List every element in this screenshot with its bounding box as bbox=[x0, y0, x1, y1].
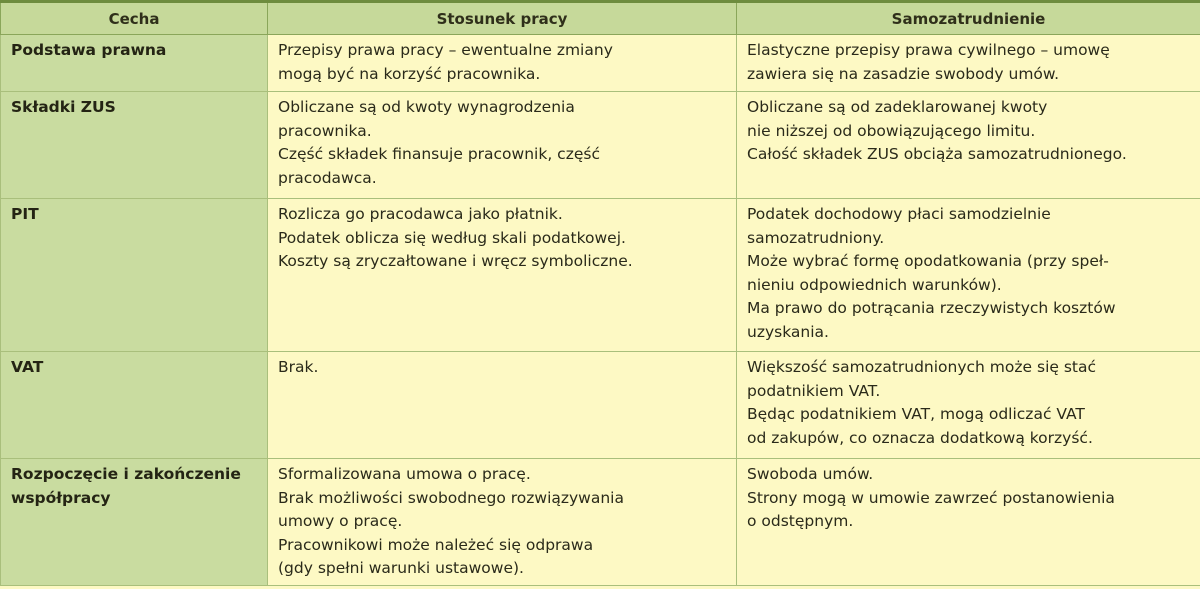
feature-label: PIT bbox=[11, 205, 39, 223]
feature-label: Składki ZUS bbox=[11, 98, 116, 116]
cell-line: o odstępnym. bbox=[747, 512, 854, 530]
feature-cell bbox=[1, 352, 268, 459]
feature-cell bbox=[1, 35, 268, 92]
self-employment-cell bbox=[737, 199, 1200, 352]
feature-cell bbox=[1, 92, 268, 199]
feature-label: i zakończenie bbox=[123, 465, 241, 483]
header-self-employment: Samozatrudnienie bbox=[737, 2, 1200, 35]
cell-line: Przepisy prawa pracy – ewentualne zmiany bbox=[278, 41, 613, 59]
cell-line: Strony mogą w umowie zawrzeć postanowienia bbox=[747, 488, 1115, 507]
cell-line: nie niższej od obowiązującego limitu. bbox=[747, 121, 1036, 140]
employment-cell bbox=[268, 459, 737, 586]
cell-line: pracodawca. bbox=[278, 168, 377, 187]
cell-line: Może wybrać formę opodatkowania (przy speł- bbox=[747, 252, 1109, 270]
self-employment-cell bbox=[737, 352, 1200, 459]
cell-line: umowy o pracę. bbox=[278, 512, 403, 530]
cell-line: Elastyczne przepisy prawa cywilnego – umowę bbox=[747, 41, 1110, 59]
self-employment-cell bbox=[737, 35, 1200, 92]
cell-line: Sformalizowana umowa o pracę. bbox=[278, 465, 531, 483]
cell-line: nieniu odpowiednich warunków). bbox=[747, 275, 1002, 294]
employment-cell bbox=[268, 35, 737, 92]
cell-line: Będąc podatnikiem VAT, mogą odliczać VAT bbox=[747, 405, 1085, 423]
feature-cell bbox=[1, 459, 268, 586]
cell-line: Większość samozatrudnionych może się stać bbox=[747, 358, 1097, 376]
table-row bbox=[1, 35, 1200, 92]
cell-line: od zakupów, co oznacza dodatkową korzyść. bbox=[747, 428, 1093, 447]
employment-cell bbox=[268, 92, 737, 199]
feature-label: współpracy bbox=[11, 488, 111, 507]
employment-cell bbox=[268, 352, 737, 459]
cell-line: (gdy spełni warunki ustawowe). bbox=[278, 559, 524, 577]
cell-line: Koszty są zryczałtowane i wręcz symboliczne. bbox=[278, 252, 633, 270]
cell-line: Podatek oblicza się według skali podatkowej. bbox=[278, 228, 626, 247]
cell-line: mogą być na korzyść pracownika. bbox=[278, 64, 541, 83]
table-row bbox=[1, 199, 1200, 352]
employment-cell bbox=[268, 199, 737, 352]
table-row bbox=[1, 92, 1200, 199]
self-employment-cell bbox=[737, 459, 1200, 586]
cell-line: uzyskania. bbox=[747, 322, 829, 341]
cell-line: Rozlicza go pracodawca jako płatnik. bbox=[278, 205, 563, 223]
table-row bbox=[1, 352, 1200, 459]
header-feature: Cecha bbox=[1, 2, 268, 35]
feature-cell bbox=[1, 199, 268, 352]
cell-line: podatnikiem VAT. bbox=[747, 381, 881, 400]
table-row bbox=[1, 459, 1200, 586]
cell-line: Swoboda umów. bbox=[747, 465, 874, 483]
cell-line: Brak możliwości swobodnego rozwiązywania bbox=[278, 488, 624, 507]
cell-line: Podatek dochodowy płaci samodzielnie bbox=[747, 205, 1051, 223]
cell-line: Obliczane są od kwoty wynagrodzenia bbox=[278, 98, 575, 116]
header-employment: Stosunek pracy bbox=[268, 2, 737, 35]
cell-line: Całość składek ZUS obciąża samozatrudnionego. bbox=[747, 145, 1127, 163]
feature-label: Rozpoczęcie bbox=[11, 465, 119, 483]
cell-line: samozatrudniony. bbox=[747, 228, 885, 247]
cell-line: Część składek finansuje pracownik, część bbox=[278, 145, 600, 163]
cell-line: Pracownikowi może należeć się odprawa bbox=[278, 535, 594, 554]
self-employment-cell bbox=[737, 92, 1200, 199]
cell-line: Obliczane są od zadeklarowanej kwoty bbox=[747, 98, 1048, 116]
cell-line: pracownika. bbox=[278, 121, 372, 140]
cell-line: Brak. bbox=[278, 358, 319, 376]
cell-line: Ma prawo do potrącania rzeczywistych kosztów bbox=[747, 299, 1116, 317]
feature-label: VAT bbox=[11, 358, 44, 376]
feature-label: Podstawa prawna bbox=[11, 41, 167, 59]
cell-line: zawiera się na zasadzie swobody umów. bbox=[747, 64, 1060, 83]
header-row bbox=[1, 2, 1200, 35]
